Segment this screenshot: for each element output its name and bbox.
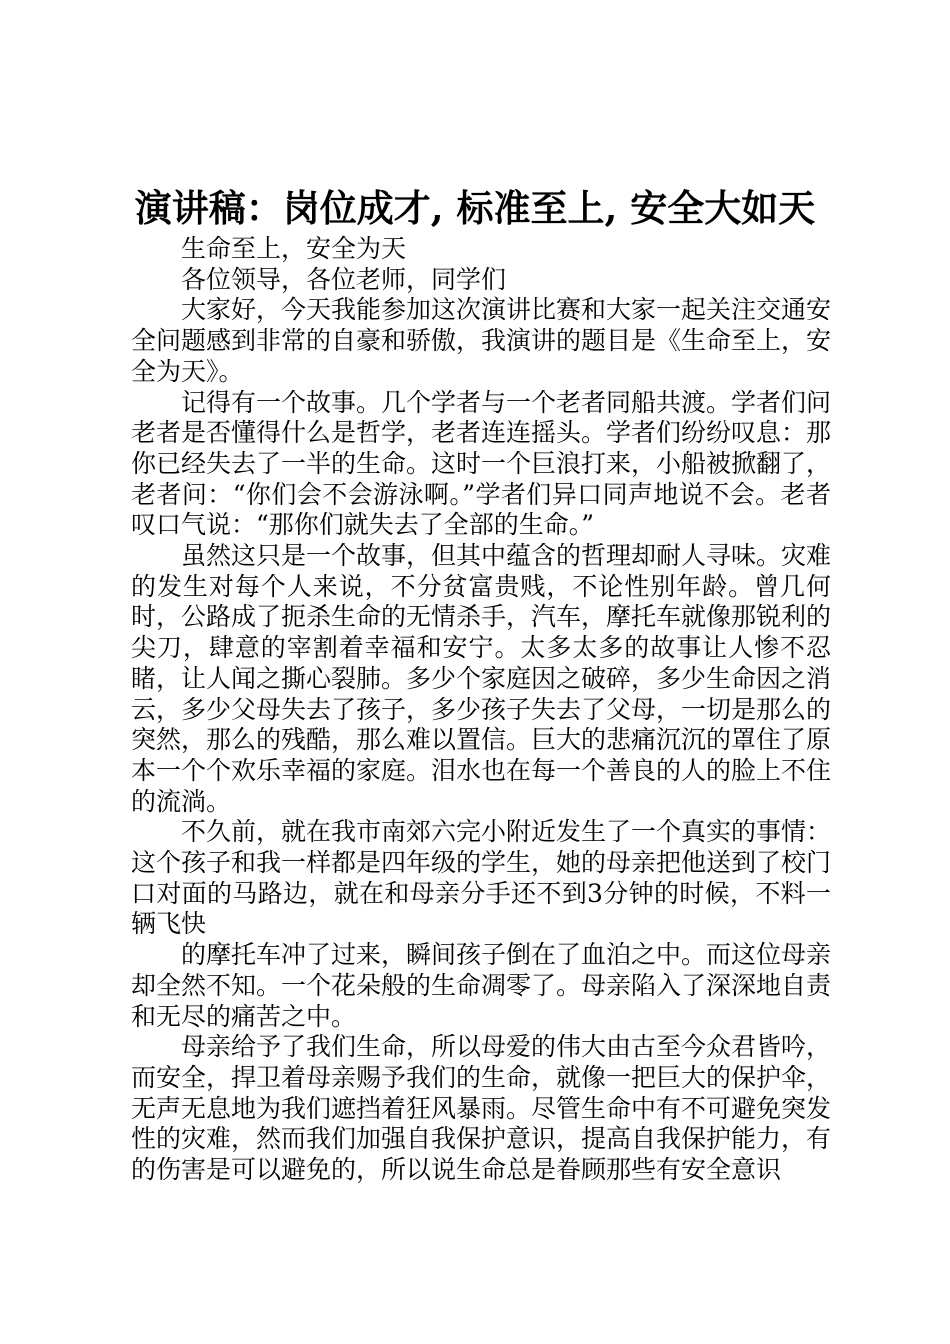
- paragraph-story: 记得有一个故事。几个学者与一个老者同船共渡。学者们问老者是否懂得什么是哲学，老者连连摇头。学者们纷纷叹息：那你已经失去了一半的生命。这时一个巨浪打来，小船被掀翻了，老者问：“你们会不会游泳啊。”学者们异口同声地说不会。老者叹口气说：“那你们就失去了全部的生命。”: [131, 387, 832, 540]
- document-body: [131, 234, 831, 1186]
- paragraph-incident: 不久前，就在我市南郊六完小附近发生了一个真实的事情：这个孩子和我一样都是四年级的学生，她的母亲把他送到了校门口对面的马路边，就在和母亲分手还不到3分钟的时候，不料一辆飞快: [131, 817, 832, 939]
- paragraph-reflection: 虽然这只是一个故事，但其中蕴含的哲理却耐人寻味。灾难的发生对每个人来说，不分贫富贵贱，不论性别年龄。曾几何时，公路成了扼杀生命的无情杀手，汽车，摩托车就像那锐利的尖刀，肆意的宰割着幸福和安宁。太多太多的故事让人惨不忍睹，让人闻之撕心裂肺。多少个家庭因之破碎，多少生命因之消云，多少父母失去了孩子，多少孩子失去了父母，一切是那么的突然，那么的残酷，那么难以置信。巨大的悲痛沉沉的罩住了原本一个个欢乐幸福的家庭。泪水也在每一个善良的人的脸上不住的流淌。: [131, 541, 832, 816]
- paragraph-incident-continued: 的摩托车冲了过来，瞬间孩子倒在了血泊之中。而这位母亲却全然不知。一个花朵般的生命凋零了。母亲陷入了深深地自责和无尽的痛苦之中。: [131, 940, 832, 1031]
- paragraph-subtitle: 生命至上，安全为天: [181, 234, 407, 263]
- paragraph-opening: 大家好，今天我能参加这次演讲比赛和大家一起关注交通安全问题感到非常的自豪和骄傲，我演讲的题目是《生命至上，安全为天》。: [131, 295, 832, 386]
- document-title: 演讲稿：岗位成才, 标准至上, 安全大如天: [134, 186, 816, 230]
- paragraph-salutation: 各位领导，各位老师，同学们: [181, 264, 507, 294]
- paragraph-mother-safety: 母亲给予了我们生命，所以母爱的伟大由古至今众君皆吟，而安全，捍卫着母亲赐予我们的生命，就像一把巨大的保护伞，无声无息地为我们遮挡着狂风暴雨。尽管生命中有不可避免突发性的灾难，然而我们加强自我保护意识，提高自我保护能力，有的伤害是可以避免的，所以说生命总是眷顾那些有安全意识: [131, 1032, 832, 1185]
